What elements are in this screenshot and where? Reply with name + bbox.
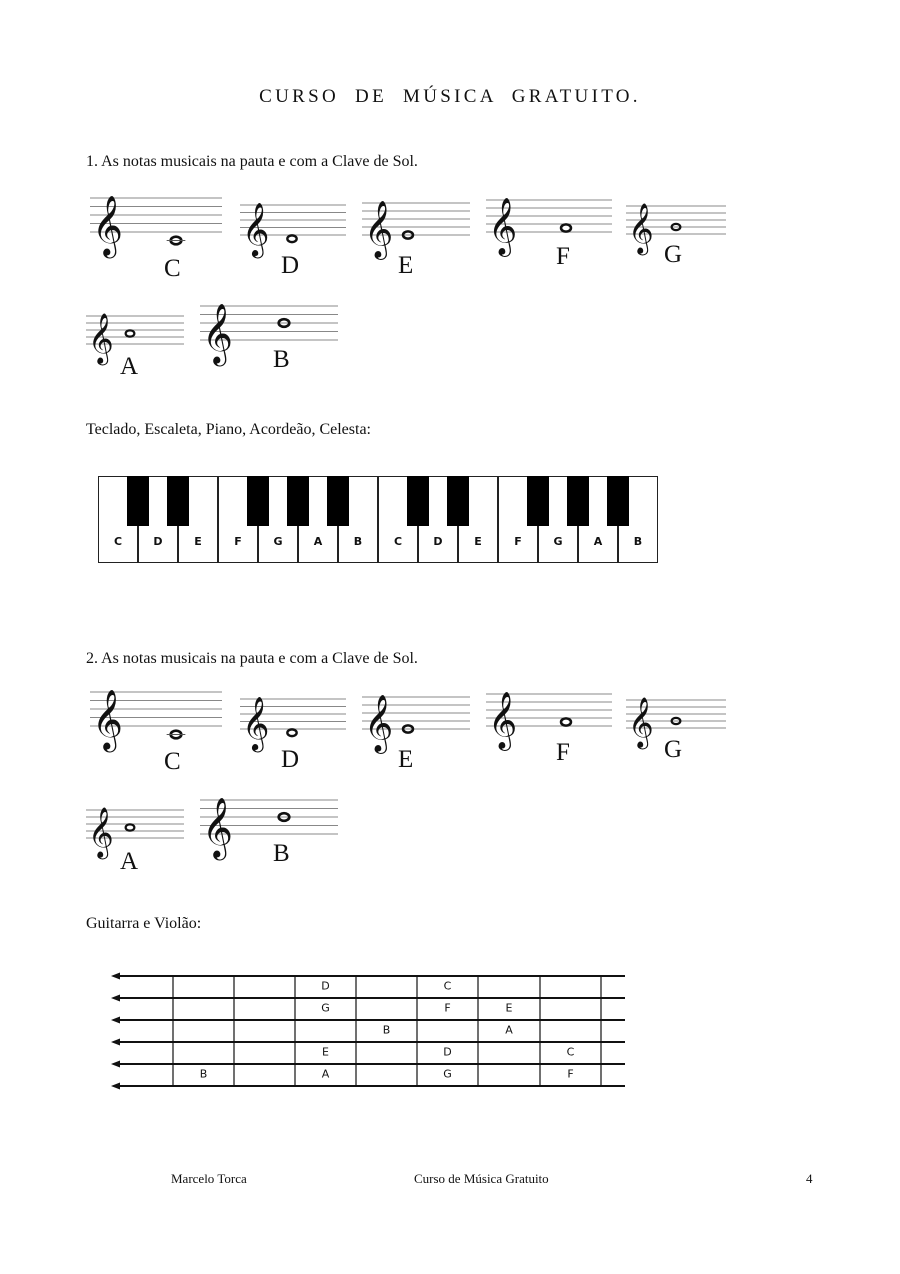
staff-c <box>88 190 226 274</box>
staff-f <box>484 686 616 768</box>
arrow-left-icon <box>111 973 120 980</box>
black-key <box>407 476 429 526</box>
black-key <box>567 476 589 526</box>
treble-clef-icon: 𝄞 <box>92 689 124 751</box>
arrow-left-icon <box>111 1017 120 1024</box>
black-key <box>287 476 309 526</box>
note-label-a: A <box>120 353 139 380</box>
treble-clef-icon: 𝄞 <box>88 808 114 859</box>
note-label-e: E <box>398 746 414 773</box>
black-key <box>527 476 549 526</box>
staff-b <box>198 792 342 876</box>
treble-clef-icon: 𝄞 <box>202 797 234 859</box>
treble-clef-icon: 𝄞 <box>92 195 124 257</box>
whole-note <box>287 729 296 736</box>
fret-note-label: G <box>321 1001 330 1015</box>
treble-clef-icon: 𝄞 <box>364 199 394 258</box>
keyboard-heading: Teclado, Escaleta, Piano, Acordeão, Celesta: <box>86 421 371 438</box>
fretboard-diagram <box>108 966 628 1096</box>
footer-author: Marcelo Torca <box>171 1171 247 1186</box>
arrow-left-icon <box>111 1061 120 1068</box>
staff-f <box>484 192 616 274</box>
fret-note-label: E <box>505 1001 513 1015</box>
page-title: CURSO DE MÚSICA GRATUITO. <box>259 86 641 107</box>
treble-clef-icon: 𝄞 <box>628 204 654 255</box>
fret-note-label: B <box>199 1067 208 1081</box>
treble-clef-icon: 𝄞 <box>202 303 234 365</box>
fret-note-label: D <box>321 979 330 993</box>
note-label-d: D <box>281 252 300 279</box>
key-label: A <box>313 535 323 548</box>
note-label-f: F <box>556 243 570 270</box>
fret-note-label: G <box>443 1067 452 1081</box>
note-label-e: E <box>398 252 414 279</box>
key-label: G <box>553 535 563 548</box>
key-label: D <box>153 535 163 548</box>
fret-note-label: F <box>444 1001 451 1015</box>
staff-e <box>360 689 474 771</box>
note-label-c: C <box>164 255 181 282</box>
guitar-heading: Guitarra e Violão: <box>86 915 202 932</box>
note-label-a: A <box>120 848 139 875</box>
arrow-left-icon <box>111 1083 120 1090</box>
note-label-b: B <box>273 840 290 867</box>
fret-note-label: C <box>566 1045 575 1059</box>
fret-note-label: B <box>382 1023 391 1037</box>
whole-note <box>287 235 296 242</box>
fret-note-label: C <box>443 979 452 993</box>
fret-note-label: A <box>321 1067 330 1081</box>
arrow-left-icon <box>111 995 120 1002</box>
treble-clef-icon: 𝄞 <box>488 690 518 749</box>
arrow-left-icon <box>111 1039 120 1046</box>
guitar-fretboard <box>108 966 628 1096</box>
black-key <box>607 476 629 526</box>
key-label: E <box>194 535 202 548</box>
footer-page-number: 4 <box>806 1171 813 1186</box>
fret-note-label: D <box>443 1045 452 1059</box>
fret-note-label: E <box>322 1045 329 1059</box>
key-label: G <box>273 535 283 548</box>
black-key <box>127 476 149 526</box>
key-label: C <box>393 535 403 548</box>
fret-note-label: F <box>567 1067 574 1081</box>
staff-e <box>360 195 474 277</box>
treble-clef-icon: 𝄞 <box>488 196 518 255</box>
treble-clef-icon: 𝄞 <box>242 695 270 750</box>
section2-heading: 2. As notas musicais na pauta e com a Clave de Sol. <box>86 650 418 667</box>
black-key <box>247 476 269 526</box>
key-label: B <box>633 535 643 548</box>
treble-clef-icon: 𝄞 <box>628 698 654 749</box>
note-label-f: F <box>556 739 570 766</box>
staff-b <box>198 298 342 382</box>
treble-clef-icon: 𝄞 <box>88 314 114 365</box>
treble-clef-icon: 𝄞 <box>364 693 394 752</box>
piano-keyboard <box>98 476 658 563</box>
note-label-d: D <box>281 746 300 773</box>
key-label: A <box>593 535 603 548</box>
note-label-g: G <box>664 241 683 268</box>
note-label-g: G <box>664 736 683 763</box>
whole-note <box>126 824 135 830</box>
footer-course: Curso de Música Gratuito <box>414 1171 549 1186</box>
key-label: F <box>234 535 242 548</box>
treble-clef-icon: 𝄞 <box>242 201 270 256</box>
key-label: F <box>514 535 522 548</box>
note-label-b: B <box>273 346 290 373</box>
key-label: E <box>474 535 482 548</box>
note-label-c: C <box>164 748 181 775</box>
whole-note <box>561 224 571 231</box>
black-key <box>447 476 469 526</box>
section1-heading: 1. As notas musicais na pauta e com a Clave de Sol. <box>86 153 418 170</box>
staff-c <box>88 684 226 768</box>
fret-note-label: A <box>505 1023 513 1037</box>
black-key <box>167 476 189 526</box>
whole-note <box>561 718 571 725</box>
whole-note <box>126 330 135 336</box>
key-label: B <box>353 535 363 548</box>
key-label: C <box>113 535 123 548</box>
key-label: D <box>433 535 443 548</box>
black-key <box>327 476 349 526</box>
